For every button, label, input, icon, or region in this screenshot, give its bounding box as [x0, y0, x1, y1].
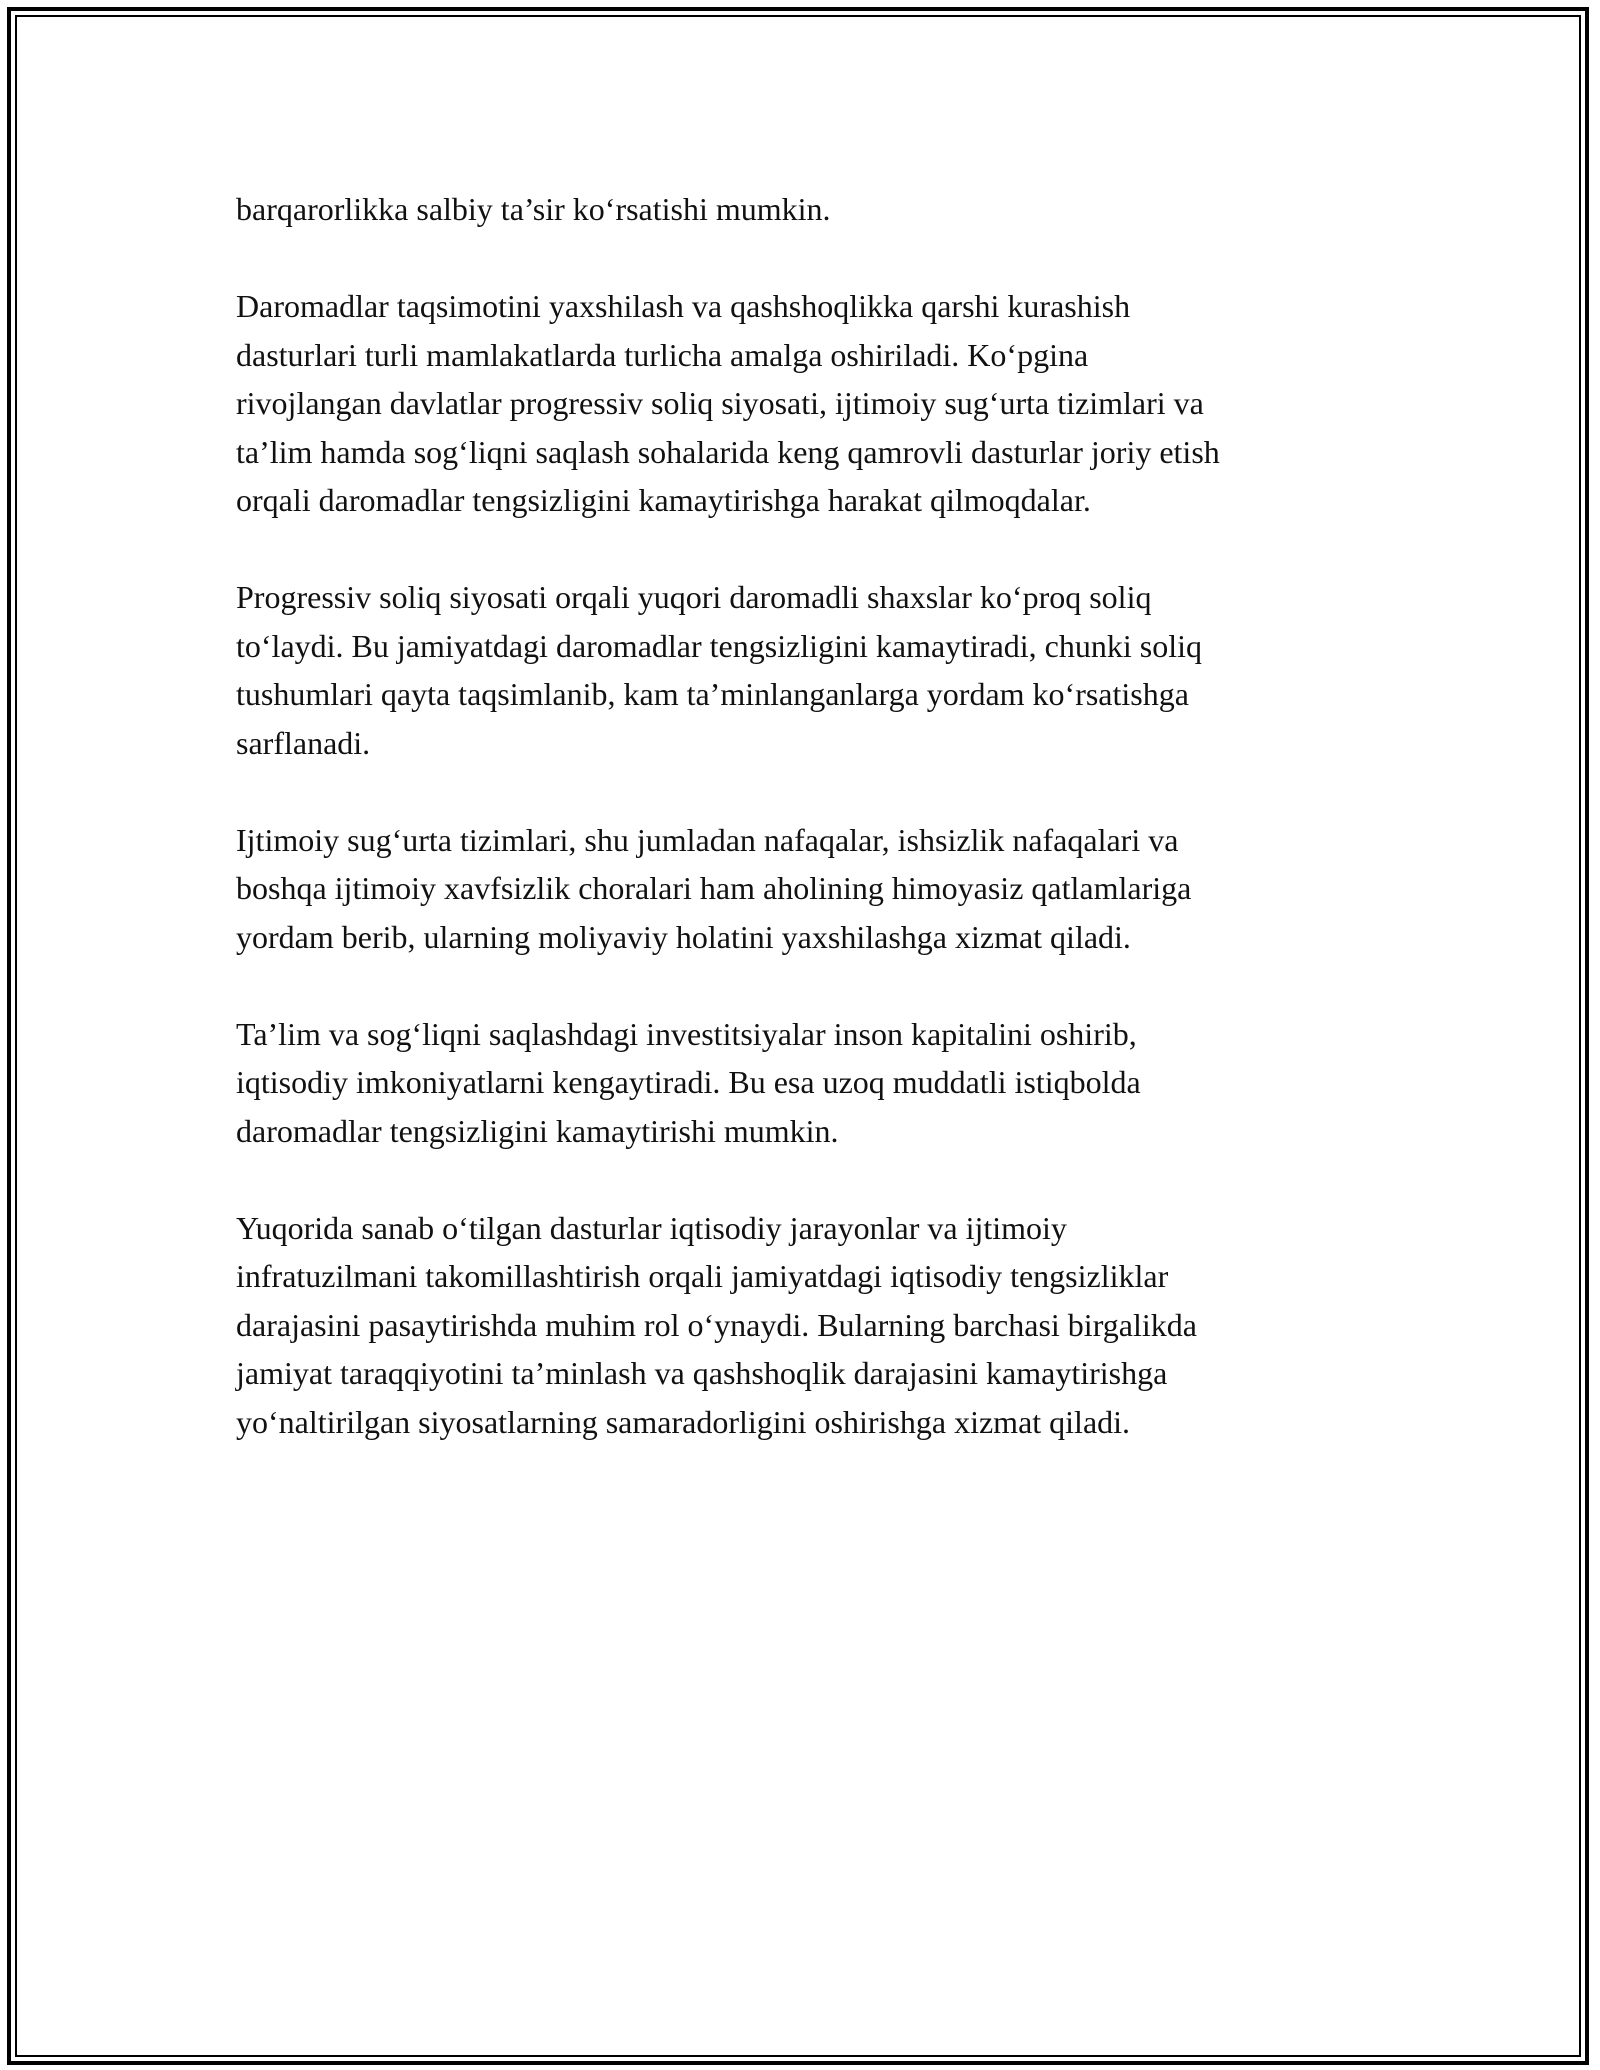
text-line: Ta’lim va sog‘liqni saqlashdagi investitsiyalar inson kapitalini oshirib, [236, 1015, 1137, 1052]
paragraph [236, 1010, 1416, 1156]
text-line: dasturlari turli mamlakatlarda turlicha amalga oshiriladi. Ko‘pgina [236, 336, 1089, 373]
paragraph [236, 1204, 1416, 1447]
text-line: iqtisodiy imkoniyatlarni kengaytiradi. Bu esa uzoq muddatli istiqbolda [236, 1064, 1141, 1100]
text-line: Daromadlar taqsimotini yaxshilash va qashshoqlikka qarshi kurashish [236, 288, 1131, 324]
text-line: Progressiv soliq siyosati orqali yuqori daromadli shaxslar ko‘proq soliq [236, 579, 1152, 615]
text-line: tushumlari qayta taqsimlanib, kam ta’minlanganlarga yordam ko‘rsatishga [236, 676, 1189, 712]
text-line: orqali daromadlar tengsizligini kamaytirishga harakat qilmoqdalar. [236, 482, 1091, 518]
paragraph [236, 573, 1416, 767]
text-line: daromadlar tengsizligini kamaytirishi mumkin. [236, 1112, 839, 1149]
text-line: yo‘naltirilgan siyosatlarning samaradorligini oshirishga xizmat qiladi. [236, 1403, 1131, 1440]
text-line: Ijtimoiy sug‘urta tizimlari, shu jumladan nafaqalar, ishsizlik nafaqalari va [236, 821, 1179, 858]
paragraph [236, 816, 1416, 962]
text-line: barqarorlikka salbiy ta’sir ko‘rsatishi mumkin. [236, 191, 831, 227]
text-line: Yuqorida sanab o‘tilgan dasturlar iqtisodiy jarayonlar va ijtimoiy [236, 1209, 1067, 1246]
text-line: rivojlangan davlatlar progressiv soliq siyosati, ijtimoiy sug‘urta tizimlari va [236, 385, 1204, 421]
text-line: darajasini pasaytirishda muhim rol o‘ynaydi. Bularning barchasi birgalikda [236, 1306, 1197, 1343]
text-line: jamiyat taraqqiyotini ta’minlash va qashshoqlik darajasini kamaytirishga [236, 1355, 1168, 1391]
text-line: yordam berib, ularning moliyaviy holatini yaxshilashga xizmat qiladi. [236, 918, 1131, 955]
text-line: infratuzilmani takomillashtirish orqali jamiyatdagi iqtisodiy tengsizliklar [236, 1258, 1169, 1294]
text-line: to‘laydi. Bu jamiyatdagi daromadlar tengsizligini kamaytiradi, chunki soliq [236, 627, 1202, 664]
text-line: boshqa ijtimoiy xavfsizlik choralari ham aholining himoyasiz qatlamlariga [236, 870, 1192, 906]
text-line: ta’lim hamda sog‘liqni saqlash sohalarida keng qamrovli dasturlar joriy etish [236, 433, 1220, 470]
paragraph [236, 185, 1416, 234]
text-line: sarflanadi. [236, 724, 371, 761]
document-body [236, 185, 1416, 1495]
paragraph [236, 282, 1416, 525]
